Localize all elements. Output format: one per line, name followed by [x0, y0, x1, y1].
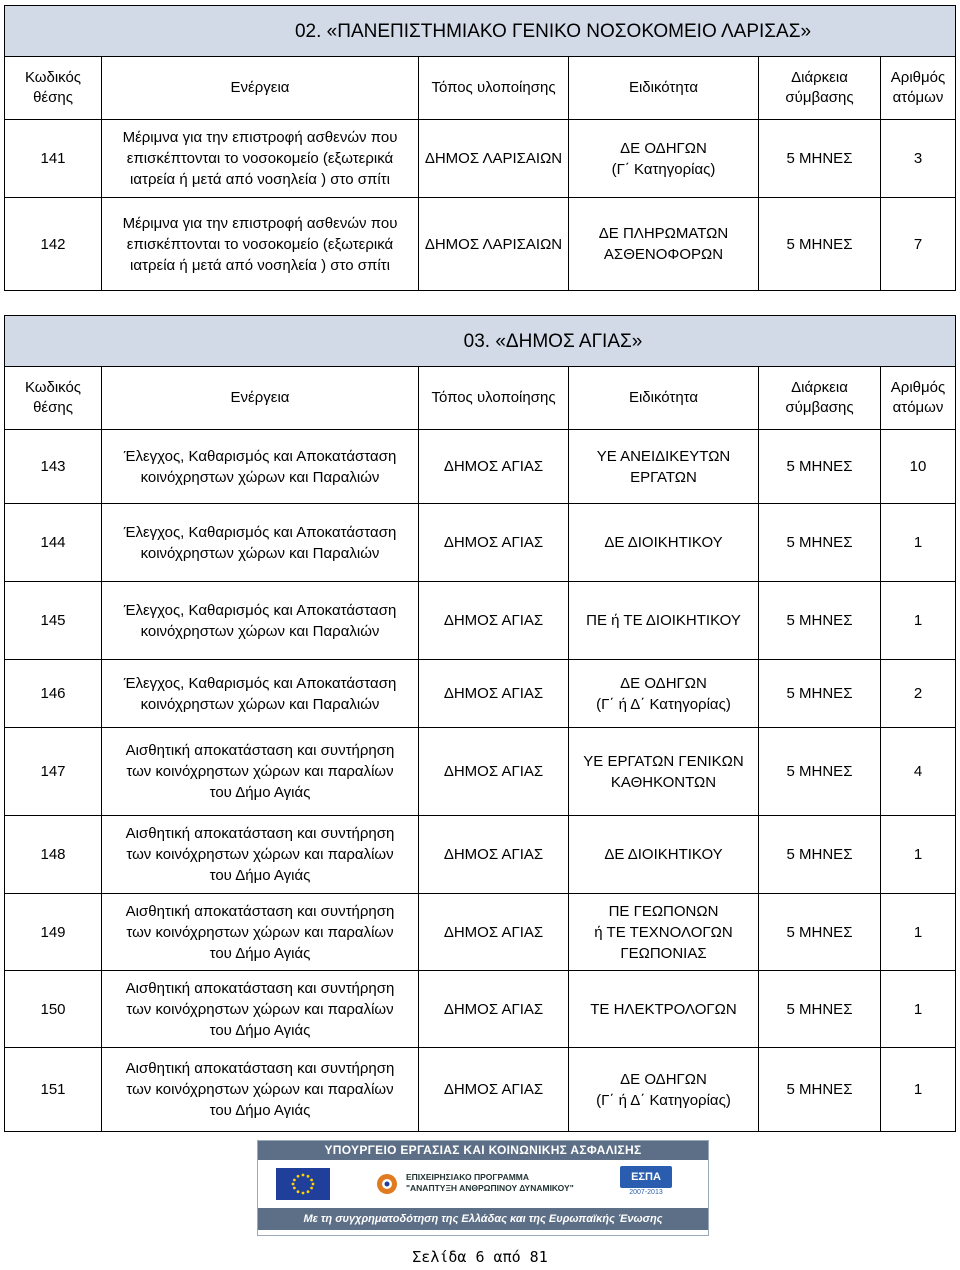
program-emblem-icon: [376, 1173, 398, 1195]
row-place: ΔΗΜΟΣ ΑΓΙΑΣ: [419, 660, 569, 728]
header-place: Τόπος υλοποίησης: [419, 57, 569, 120]
row-action: Μέριμνα για την επιστροφή ασθενών που επισκέπτονται το νοσοκομείο (εξωτερικά ιατρεία ή μετά από νοσηλεία ) στο σπίτι: [102, 120, 419, 198]
row-action: Αισθητική αποκατάσταση και συντήρηση των κοινόχρηστων χώρων και παραλίων του Δήμο Αγιάς: [102, 1048, 419, 1132]
row-count: 4: [881, 728, 956, 816]
eu-flag-icon: [276, 1168, 330, 1200]
row-code: 143: [5, 430, 102, 504]
header-row: [5, 367, 956, 430]
row-place: ΔΗΜΟΣ ΛΑΡΙΣΑΙΩΝ: [419, 120, 569, 198]
table-row: [5, 971, 956, 1048]
row-code: 148: [5, 816, 102, 894]
row-specialty: ΠΕ ΓΕΩΠΟΝΩΝ ή ΤΕ ΤΕΧΝΟΛΟΓΩΝ ΓΕΩΠΟΝΙΑΣ: [569, 894, 759, 971]
row-code: 142: [5, 198, 102, 291]
row-specialty: ΥΕ ΕΡΓΑΤΩΝ ΓΕΝΙΚΩΝ ΚΑΘΗΚΟΝΤΩΝ: [569, 728, 759, 816]
row-count: 2: [881, 660, 956, 728]
row-place: ΔΗΜΟΣ ΑΓΙΑΣ: [419, 894, 569, 971]
row-action: Αισθητική αποκατάσταση και συντήρηση των κοινόχρηστων χώρων και παραλίων του Δήμο Αγιάς: [102, 728, 419, 816]
header-action: Ενέργεια: [102, 57, 419, 120]
row-count: 7: [881, 198, 956, 291]
section-title: 02. «ΠΑΝΕΠΙΣΤΗΜΙΑΚΟ ΓΕΝΙΚΟ ΝΟΣΟΚΟΜΕΙΟ ΛΑΡΙΣΑΣ»: [5, 6, 956, 57]
row-duration: 5 ΜΗΝΕΣ: [759, 894, 881, 971]
row-action: Αισθητική αποκατάσταση και συντήρηση των κοινόχρηστων χώρων και παραλίων του Δήμο Αγιάς: [102, 816, 419, 894]
row-specialty: ΔΕ ΟΔΗΓΩΝ (Γ΄ ή Δ΄ Κατηγορίας): [569, 1048, 759, 1132]
row-specialty: ΥΕ ΑΝΕΙΔΙΚΕΥΤΩΝ ΕΡΓΑΤΩΝ: [569, 430, 759, 504]
table-row: [5, 728, 956, 816]
row-action: Μέριμνα για την επιστροφή ασθενών που επισκέπτονται το νοσοκομείο (εξωτερικά ιατρεία ή μετά από νοσηλεία ) στο σπίτι: [102, 198, 419, 291]
logo-strip: [258, 1160, 708, 1208]
header-duration: Διάρκεια σύμβασης: [759, 367, 881, 430]
header-code: Κωδικός θέσης: [5, 57, 102, 120]
row-count: 1: [881, 582, 956, 660]
row-duration: 5 ΜΗΝΕΣ: [759, 728, 881, 816]
table-row: [5, 816, 956, 894]
row-duration: 5 ΜΗΝΕΣ: [759, 504, 881, 582]
header-place: Τόπος υλοποίησης: [419, 367, 569, 430]
table-row: [5, 120, 956, 198]
row-duration: 5 ΜΗΝΕΣ: [759, 430, 881, 504]
table-row: [5, 198, 956, 291]
row-specialty: ΔΕ ΟΔΗΓΩΝ (Γ΄ ή Δ΄ Κατηγορίας): [569, 660, 759, 728]
row-code: 141: [5, 120, 102, 198]
row-specialty: ΤΕ ΗΛΕΚΤΡΟΛΟΓΩΝ: [569, 971, 759, 1048]
espa-logo: [620, 1166, 672, 1202]
row-place: ΔΗΜΟΣ ΑΓΙΑΣ: [419, 1048, 569, 1132]
header-specialty: Ειδικότητα: [569, 57, 759, 120]
table-row: [5, 1048, 956, 1132]
row-code: 144: [5, 504, 102, 582]
table-row: [5, 582, 956, 660]
program-text: ΕΠΙΧΕΙΡΗΣΙΑΚΟ ΠΡΟΓΡΑΜΜΑ "ΑΝΑΠΤΥΞΗ ΑΝΘΡΩΠΙΝΟΥ ΔΥΝΑΜΙΚΟΥ": [406, 1172, 574, 1193]
header-code: Κωδικός θέσης: [5, 367, 102, 430]
header-action: Ενέργεια: [102, 367, 419, 430]
row-place: ΔΗΜΟΣ ΑΓΙΑΣ: [419, 430, 569, 504]
funding-banner: [257, 1140, 709, 1236]
table-row: [5, 894, 956, 971]
header-count: Αριθμός ατόμων: [881, 367, 956, 430]
cofunding-bar: Με τη συγχρηματοδότηση της Ελλάδας και της Ευρωπαϊκής Ένωσης: [258, 1208, 708, 1230]
row-place: ΔΗΜΟΣ ΑΓΙΑΣ: [419, 816, 569, 894]
row-duration: 5 ΜΗΝΕΣ: [759, 1048, 881, 1132]
section-title: 03. «ΔΗΜΟΣ ΑΓΙΑΣ»: [5, 316, 956, 367]
section-table-larisa-hospital: [4, 5, 956, 291]
row-duration: 5 ΜΗΝΕΣ: [759, 582, 881, 660]
row-code: 151: [5, 1048, 102, 1132]
row-count: 1: [881, 1048, 956, 1132]
row-code: 150: [5, 971, 102, 1048]
program-logo: [376, 1170, 586, 1200]
row-specialty: ΠΕ ή ΤΕ ΔΙΟΙΚΗΤΙΚΟΥ: [569, 582, 759, 660]
row-action: Έλεγχος, Καθαρισμός και Αποκατάσταση κοινόχρηστων χώρων και Παραλιών: [102, 660, 419, 728]
row-code: 145: [5, 582, 102, 660]
row-specialty: ΔΕ ΔΙΟΙΚΗΤΙΚΟΥ: [569, 816, 759, 894]
row-action: Αισθητική αποκατάσταση και συντήρηση των κοινόχρηστων χώρων και παραλίων του Δήμο Αγιάς: [102, 894, 419, 971]
row-count: 3: [881, 120, 956, 198]
section-table-dimos-agias: [4, 315, 956, 1132]
table-row: [5, 504, 956, 582]
row-action: Αισθητική αποκατάσταση και συντήρηση των κοινόχρηστων χώρων και παραλίων του Δήμο Αγιάς: [102, 971, 419, 1048]
header-count: Αριθμός ατόμων: [881, 57, 956, 120]
ministry-bar: ΥΠΟΥΡΓΕΙΟ ΕΡΓΑΣΙΑΣ ΚΑΙ ΚΟΙΝΩΝΙΚΗΣ ΑΣΦΑΛΙΣΗΣ: [258, 1141, 708, 1160]
table-row: [5, 660, 956, 728]
row-place: ΔΗΜΟΣ ΑΓΙΑΣ: [419, 582, 569, 660]
row-count: 1: [881, 971, 956, 1048]
row-specialty: ΔΕ ΟΔΗΓΩΝ (Γ΄ Κατηγορίας): [569, 120, 759, 198]
page-number: Σελίδα 6 από 81: [412, 1248, 548, 1266]
table-row: [5, 430, 956, 504]
row-duration: 5 ΜΗΝΕΣ: [759, 971, 881, 1048]
row-place: ΔΗΜΟΣ ΑΓΙΑΣ: [419, 504, 569, 582]
header-row: [5, 57, 956, 120]
row-duration: 5 ΜΗΝΕΣ: [759, 198, 881, 291]
row-action: Έλεγχος, Καθαρισμός και Αποκατάσταση κοινόχρηστων χώρων και Παραλιών: [102, 582, 419, 660]
row-action: Έλεγχος, Καθαρισμός και Αποκατάσταση κοινόχρηστων χώρων και Παραλιών: [102, 504, 419, 582]
row-action: Έλεγχος, Καθαρισμός και Αποκατάσταση κοινόχρηστων χώρων και Παραλιών: [102, 430, 419, 504]
row-specialty: ΔΕ ΔΙΟΙΚΗΤΙΚΟΥ: [569, 504, 759, 582]
row-count: 1: [881, 894, 956, 971]
header-specialty: Ειδικότητα: [569, 367, 759, 430]
row-code: 149: [5, 894, 102, 971]
row-duration: 5 ΜΗΝΕΣ: [759, 816, 881, 894]
row-count: 10: [881, 430, 956, 504]
espa-mark: ΕΣΠΑ: [620, 1166, 672, 1188]
espa-years: 2007-2013: [629, 1189, 663, 1196]
row-place: ΔΗΜΟΣ ΑΓΙΑΣ: [419, 728, 569, 816]
row-code: 146: [5, 660, 102, 728]
row-place: ΔΗΜΟΣ ΛΑΡΙΣΑΙΩΝ: [419, 198, 569, 291]
row-count: 1: [881, 504, 956, 582]
header-duration: Διάρκεια σύμβασης: [759, 57, 881, 120]
row-code: 147: [5, 728, 102, 816]
row-place: ΔΗΜΟΣ ΑΓΙΑΣ: [419, 971, 569, 1048]
row-count: 1: [881, 816, 956, 894]
row-duration: 5 ΜΗΝΕΣ: [759, 120, 881, 198]
row-specialty: ΔΕ ΠΛΗΡΩΜΑΤΩΝ ΑΣΘΕΝΟΦΟΡΩΝ: [569, 198, 759, 291]
row-duration: 5 ΜΗΝΕΣ: [759, 660, 881, 728]
